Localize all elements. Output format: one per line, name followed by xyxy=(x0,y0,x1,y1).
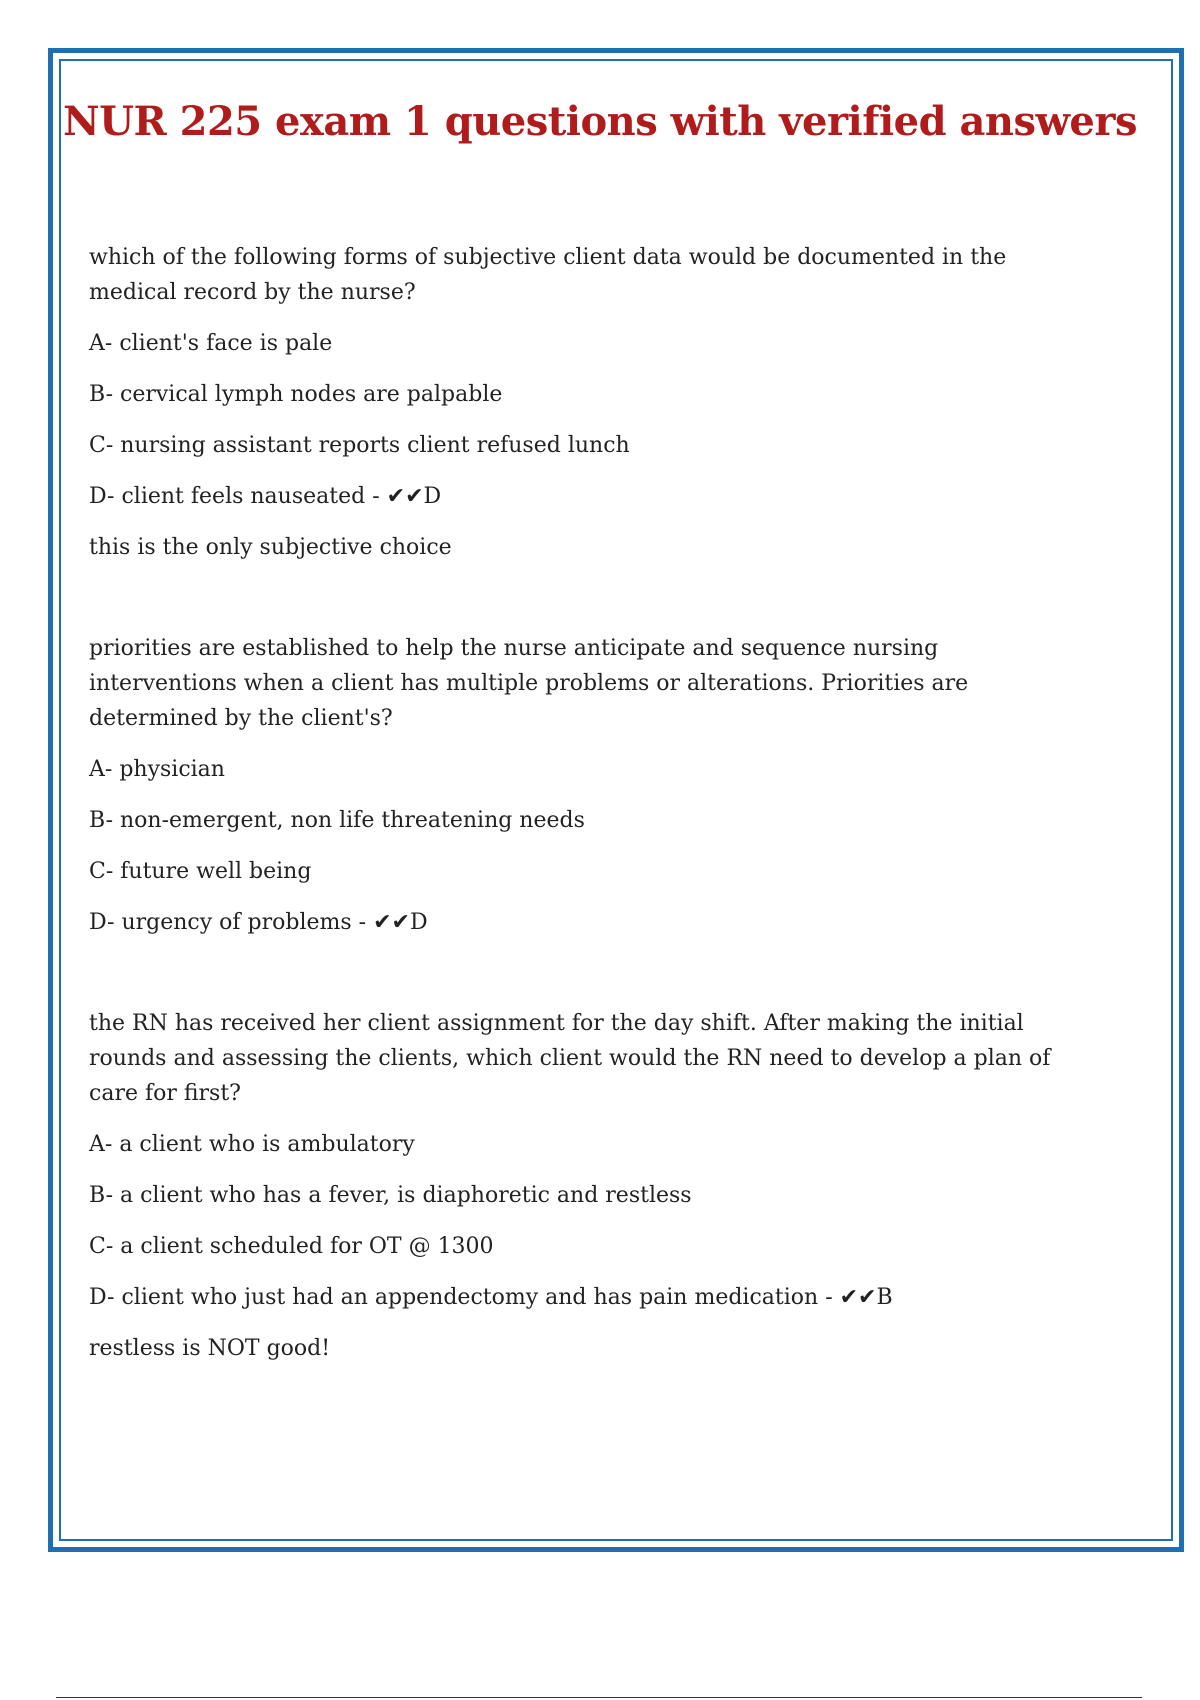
question-stem: the RN has received her client assignment for the day shift. After making the initial rounds and assessing the clients, which client would the RN need to develop a plan of care for first? xyxy=(89,1011,1051,1106)
answer-option: B- a client who has a fever, is diaphoretic and restless xyxy=(89,1183,692,1208)
answer-option: A- physician xyxy=(89,757,225,782)
answer-option: B- non-emergent, non life threatening needs xyxy=(89,808,585,833)
question-block-3 xyxy=(89,1006,1089,1366)
question-stem: which of the following forms of subjective client data would be documented in the medical record by the nurse? xyxy=(89,245,1007,305)
answer-option-correct: D- urgency of problems - ✔✔D xyxy=(89,910,428,935)
page-title: NUR 225 exam 1 questions with verified answers xyxy=(63,98,1137,145)
answer-option: A- client's face is pale xyxy=(89,331,333,356)
answer-option: C- a client scheduled for OT @ 1300 xyxy=(89,1234,494,1259)
question-list xyxy=(89,240,1089,1432)
answer-option-correct: D- client who just had an appendectomy and has pain medication - ✔✔B xyxy=(89,1285,893,1310)
answer-rationale: this is the only subjective choice xyxy=(89,535,452,560)
answer-option-correct: D- client feels nauseated - ✔✔D xyxy=(89,484,442,509)
question-block-1 xyxy=(89,240,1089,565)
answer-option: B- cervical lymph nodes are palpable xyxy=(89,382,503,407)
question-block-2 xyxy=(89,631,1089,940)
footer-divider xyxy=(56,1697,1142,1698)
answer-option: A- a client who is ambulatory xyxy=(89,1132,415,1157)
answer-option: C- future well being xyxy=(89,859,312,884)
answer-option: C- nursing assistant reports client refused lunch xyxy=(89,433,630,458)
question-stem: priorities are established to help the nurse anticipate and sequence nursing interventions when a client has multiple problems or alterations. Priorities are determined by the client's? xyxy=(89,636,969,731)
answer-rationale: restless is NOT good! xyxy=(89,1336,331,1361)
